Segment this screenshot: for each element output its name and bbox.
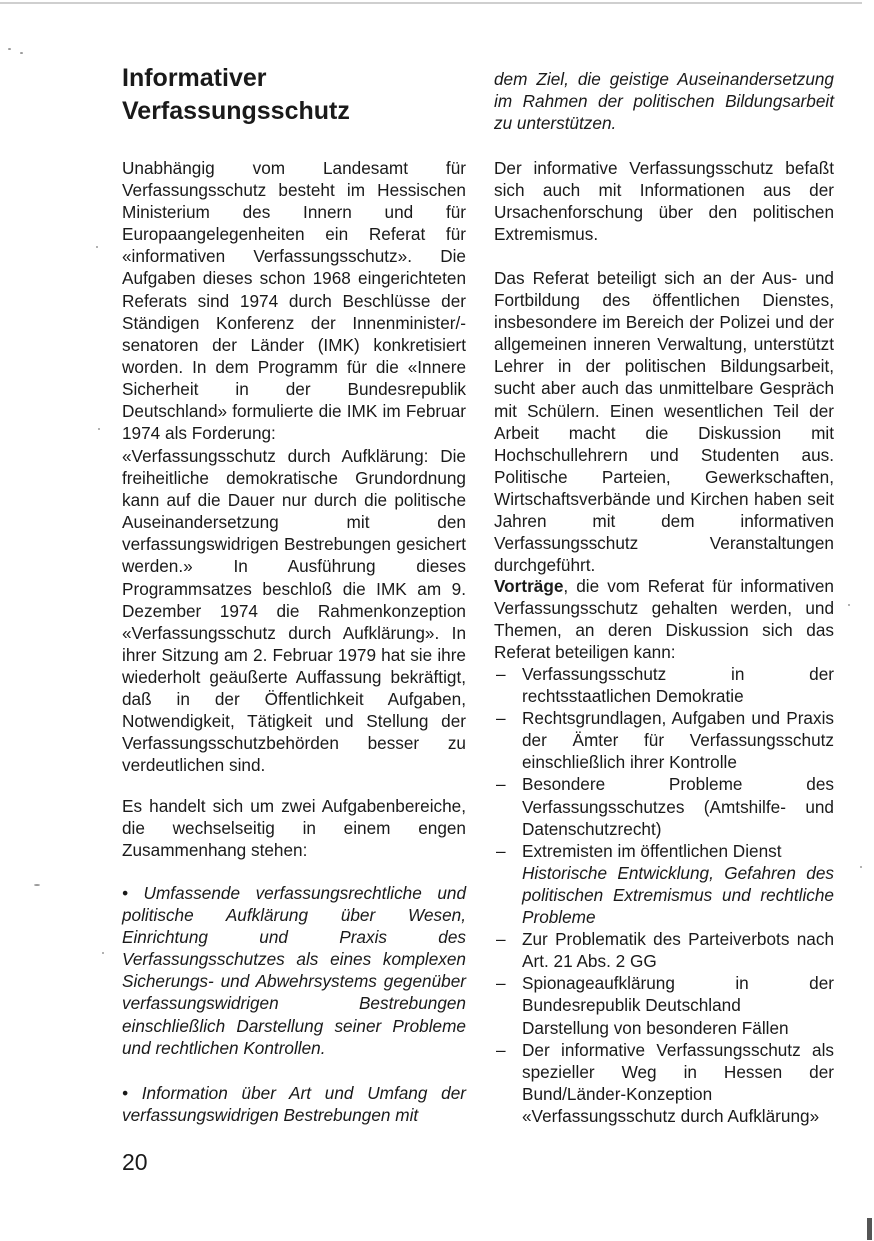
list-item-subtext: Darstellung von besonderen Fällen xyxy=(522,1017,789,1038)
page-number: 20 xyxy=(122,1149,148,1175)
lectures-intro-paragraph xyxy=(494,575,834,663)
list-item-subtext: Historische Entwicklung, Gefahren des politischen Extremismus und rechtliche Probleme xyxy=(522,862,834,928)
scan-speck xyxy=(8,48,11,50)
dash-marker: – xyxy=(496,774,506,795)
list-item-text: Verfassungsschutz in der rechtsstaatlichen Demokratie xyxy=(522,664,834,707)
list-item xyxy=(494,663,834,707)
task-bullet-1: • Umfassende verfassungsrechtliche und politische Aufklärung über Wesen, Einrichtung und Praxis des Verfassungsschutzes als eines komplexen Sicherungs- und Abwehrsystems gegenüber verfassungswidrigen Bestrebungen einschließlich Darstellung seiner Probleme und rechtlichen Kontrollen. xyxy=(122,883,466,1058)
list-item xyxy=(494,972,834,1038)
page-title xyxy=(122,62,350,128)
dash-marker: – xyxy=(496,840,506,861)
title-line-2: Verfassungsschutz xyxy=(122,97,350,125)
list-item xyxy=(494,840,834,928)
list-item-text: Rechtsgrundlagen, Aufgaben und Praxis der Ämter für Verfassungsschutz einschließlich ihrer Kontrolle xyxy=(522,708,834,773)
scan-speck xyxy=(860,866,862,868)
scan-speck xyxy=(34,884,40,886)
lecture-topics-list xyxy=(494,663,834,1127)
imk-quote-paragraph: «Verfassungsschutz durch Aufklärung: Die freiheitliche demokratische Grundordnung kann auf die Dauer nur durch die politische Auseinandersetzung mit den verfassungswidrigen Bestrebungen gesichert werden.» In Ausführung dieses Programmsatzes beschloß die IMK am 9. Dezember 1974 die Rahmenkonzeption «Verfassungsschutz durch Aufklärung». In ihrer Sitzung am 2. Februar 1979 hat sie ihre wiederholt geäußerte Auffassung bekräftigt, daß in der Öffentlichkeit Aufgaben, Notwendigkeit, Tätigkeit und Stellung der Verfassungsschutzbehörden besser zu verdeutlichen sind. xyxy=(122,446,466,776)
bullet-2-continuation: dem Ziel, die geistige Auseinandersetzung im Rahmen der politischen Bildungsarbeit zu unterstützen. xyxy=(494,69,834,134)
intro-paragraph: Unabhängig vom Landesamt für Verfassungsschutz besteht im Hessischen Ministerium des Innern und für Europaangelegenheiten ein Referat für «informativen Verfassungsschutz». Die Aufgaben dieses schon 1968 eingerichteten Referats sind 1974 durch Beschlüsse der Ständigen Konferenz der Innenminister/-senatoren der Länder (IMK) konkretisiert worden. In dem Programm für die «Innere Sicherheit in der Bundesrepublik Deutschland» formulierte die IMK im Februar 1974 als Forderung: xyxy=(122,158,466,444)
scan-speck xyxy=(848,604,850,606)
lectures-intro-text: , die vom Referat für informativen Verfassungsschutz gehalten werden, und Themen, an deren Diskussion sich das Referat beteiligen kann: xyxy=(494,576,834,663)
scan-speck xyxy=(20,52,23,54)
top-border-line xyxy=(0,2,862,4)
list-item-text: Spionageaufklärung in der Bundesrepublik Deutschland xyxy=(522,973,834,1016)
scan-speck xyxy=(98,428,100,430)
dash-marker: – xyxy=(496,664,506,684)
research-paragraph: Der informative Verfassungsschutz befaßt sich auch mit Informationen aus der Ursachenforschung über den politischen Extremismus. xyxy=(494,158,834,245)
task-areas-paragraph: Es handelt sich um zwei Aufgabenbereiche, die wechselseitig in einem engen Zusammenhang stehen: xyxy=(122,796,466,861)
list-item xyxy=(494,928,834,972)
list-item-text: Besondere Probleme des Verfassungsschutzes (Amtshilfe- und Datenschutzrecht) xyxy=(522,774,834,839)
scan-speck xyxy=(96,246,98,248)
dash-marker: – xyxy=(496,1039,506,1060)
task-bullet-2: • Information über Art und Umfang der verfassungswidrigen Bestrebungen mit xyxy=(122,1083,466,1126)
lectures-heading: Vorträge xyxy=(494,576,564,596)
training-paragraph: Das Referat beteiligt sich an der Aus- und Fortbildung des öffentlichen Dienstes, insbesondere im Bereich der Polizei und der allgemeinen inneren Verwaltung, unterstützt Lehrer in der politischen Bildungsarbeit, sucht aber auch das unmittelbare Gespräch mit Schülern. Einen wesentlichen Teil der Arbeit macht die Diskussion mit Hochschullehrern und Studenten aus. Politische Parteien, Gewerkschaften, Wirtschaftsverbände und Kirchen haben seit Jahren mit dem informativen Verfassungsschutz Veranstaltungen durchgeführt. xyxy=(494,268,834,576)
list-item xyxy=(494,707,834,773)
title-line-1: Informativer xyxy=(122,64,267,92)
scan-speck xyxy=(102,952,104,954)
dash-marker: – xyxy=(496,929,506,950)
list-item-text: Der informative Verfassungsschutz als spezieller Weg in Hessen der Bund/Länder-Konzeption «Verfassungsschutz durch Aufklärung» xyxy=(522,1039,834,1126)
dash-marker: – xyxy=(496,973,506,994)
list-item xyxy=(494,1039,834,1127)
scan-edge-mark xyxy=(867,1218,872,1240)
list-item xyxy=(494,773,834,839)
list-item-text: Zur Problematik des Parteiverbots nach Art. 21 Abs. 2 GG xyxy=(522,929,834,972)
list-item-text: Extremisten im öffentlichen Dienst xyxy=(522,840,782,861)
dash-marker: – xyxy=(496,708,506,729)
